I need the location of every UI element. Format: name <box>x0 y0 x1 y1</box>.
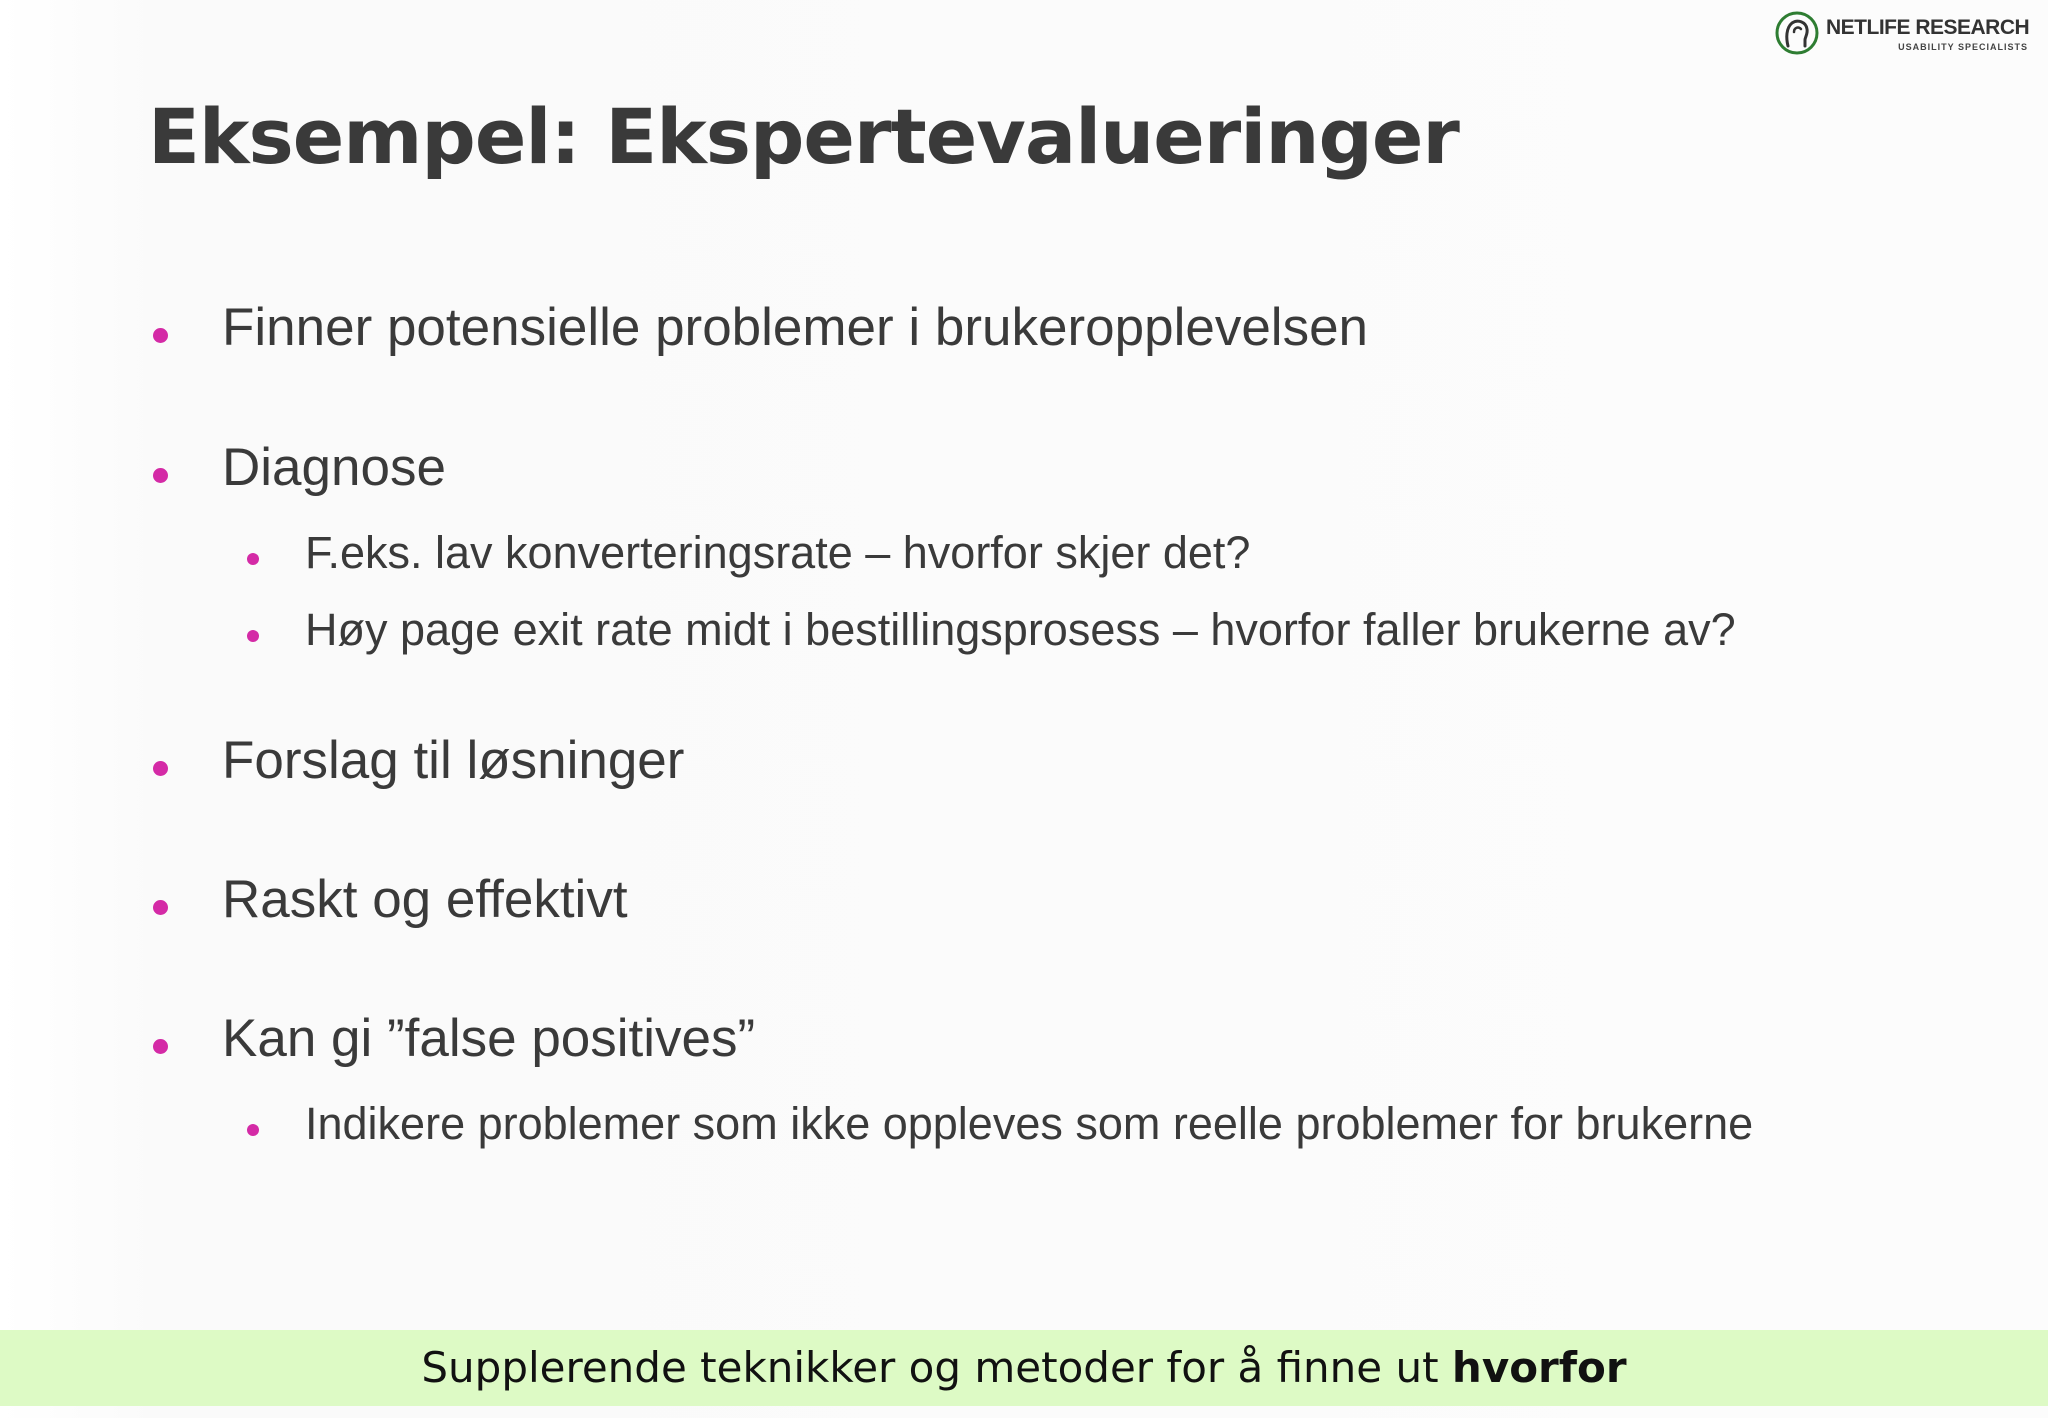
bullet-text: F.eks. lav konverteringsrate – hvorfor skjer det? <box>305 527 1251 578</box>
bullet-dot-icon <box>247 1124 259 1136</box>
footer-text: Supplerende teknikker og metoder for å finne ut <box>421 1343 1452 1392</box>
bullet-item <box>222 1008 755 1069</box>
bullet-item <box>222 869 628 930</box>
bullet-text: Diagnose <box>222 438 446 497</box>
bullet-dot-icon <box>247 553 259 565</box>
bullet-dot-icon <box>247 630 259 642</box>
bullet-text: Forslag til løsninger <box>222 731 685 790</box>
bullet-text: Indikere problemer som ikke oppleves som reelle problemer for brukerne <box>305 1098 1754 1149</box>
bullet-dot-icon <box>153 900 168 915</box>
bullet-text: Finner potensielle problemer i brukeropplevelsen <box>222 298 1369 357</box>
bullet-dot-icon <box>153 468 168 483</box>
bullet-item <box>222 297 1368 358</box>
bullet-dot-icon <box>153 761 168 776</box>
bullet-dot-icon <box>153 1039 168 1054</box>
bullet-text: Kan gi ”false positives” <box>222 1009 756 1068</box>
bullet-text: Høy page exit rate midt i bestillingsprosess – hvorfor faller brukerne av? <box>305 604 1736 655</box>
bullet-dot-icon <box>153 328 168 343</box>
bullet-item <box>222 730 684 791</box>
bullet-item <box>222 437 446 498</box>
footer-banner <box>0 1330 2048 1406</box>
bullet-text: Raskt og effektivt <box>222 870 628 929</box>
slide-title: Eksempel: Ekspertevalueringer <box>148 92 1459 181</box>
sub-bullet-item <box>305 527 1250 579</box>
footer-emphasis: hvorfor <box>1451 1343 1627 1392</box>
logo-tagline: USABILITY SPECIALISTS <box>1898 42 2028 52</box>
sub-bullet-item <box>305 1098 1753 1150</box>
sub-bullet-item <box>305 604 1736 656</box>
logo-name: NETLIFE RESEARCH <box>1826 16 2030 39</box>
